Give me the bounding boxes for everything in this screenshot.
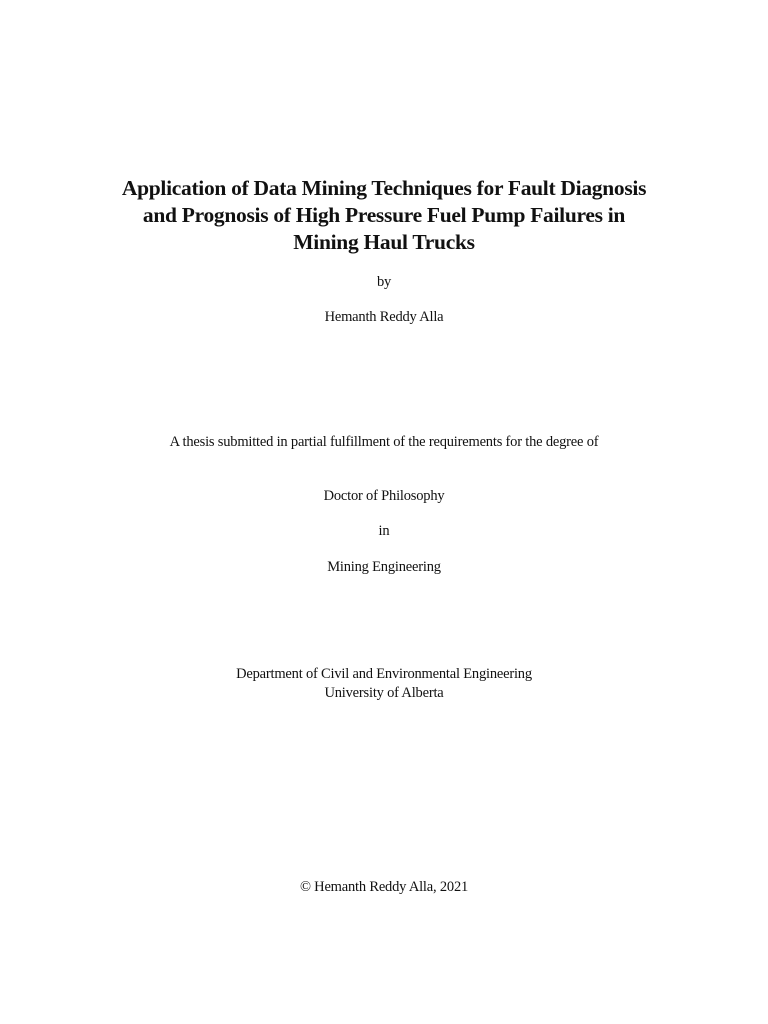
copyright-notice: © Hemanth Reddy Alla, 2021 [299,879,469,895]
thesis-title [60,175,708,256]
by-label: by [376,274,392,290]
author-name: Hemanth Reddy Alla [324,309,444,325]
university-name: University of Alberta [324,685,444,701]
discipline-name: Mining Engineering [327,559,441,575]
thesis-title-line-3: Mining Haul Trucks [293,230,475,254]
degree-name: Doctor of Philosophy [323,488,445,504]
thesis-title-line-2: and Prognosis of High Pressure Fuel Pump Failures in [142,203,626,227]
thesis-title-line-1: Application of Data Mining Techniques for Fault Diagnosis [121,176,647,200]
department-name: Department of Civil and Environmental Engineering [236,666,532,682]
submission-statement: A thesis submitted in partial fulfillment of the requirements for the degree of [169,434,599,450]
in-label: in [378,523,390,539]
